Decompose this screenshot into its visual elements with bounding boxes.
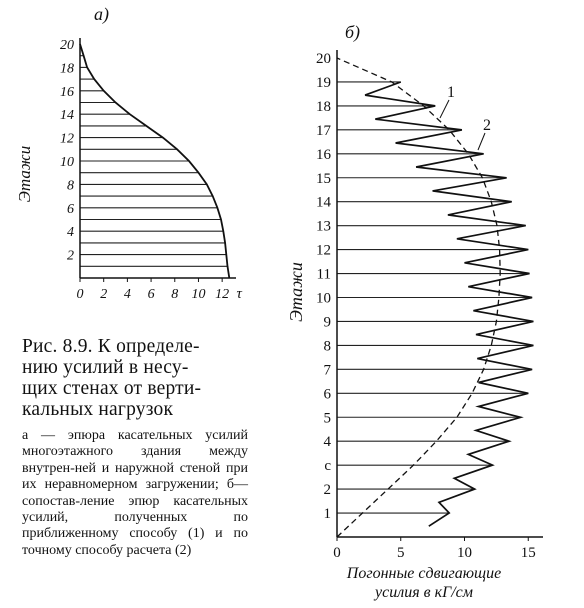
y-tick-label: 10: [60, 155, 74, 170]
y-tick-label: 16: [60, 84, 74, 100]
panel-b-y-tick-labels: [316, 51, 332, 522]
y-tick-label: 5: [323, 410, 331, 427]
panel-b-x-axis-title-line2: усилия в кГ/см: [375, 584, 473, 601]
x-tick-label: 5: [397, 545, 405, 561]
panel-a-chart: [15, 4, 242, 302]
panel-a-y-tick-labels: [60, 38, 74, 264]
y-tick-label: 11: [316, 266, 331, 283]
y-tick-label: 12: [316, 242, 331, 259]
y-tick-label: 1: [323, 506, 331, 523]
x-tick-label: 2: [100, 287, 108, 302]
y-tick-label: 9: [323, 314, 331, 331]
y-tick-label: 4: [67, 225, 74, 241]
x-unit-label: τ: [236, 286, 242, 302]
y-tick-label: 14: [316, 194, 331, 211]
y-tick-label: 8: [67, 178, 74, 194]
y-tick-label: 15: [316, 170, 331, 187]
y-tick-label: 2: [67, 248, 74, 264]
series-2-label: 2: [483, 117, 491, 134]
x-tick-label: 4: [123, 287, 131, 302]
y-tick-label: 20: [316, 51, 331, 67]
x-tick-label: 0: [76, 287, 84, 302]
x-tick-label: 15: [520, 545, 536, 561]
y-tick-label: 12: [60, 131, 74, 147]
y-tick-label: 16: [316, 146, 331, 163]
y-tick-label: 13: [316, 218, 331, 235]
y-tick-label: 17: [316, 122, 331, 139]
y-tick-label: 4: [323, 434, 331, 451]
y-tick-label: 8: [323, 338, 331, 355]
y-tick-label: 18: [316, 98, 331, 115]
panel-a-floor-lines: [80, 44, 229, 278]
figure-caption-title: Рис. 8.9. К определе- нию усилий в несу- щих стенах от верти- кальных нагрузок: [22, 336, 202, 420]
y-tick-label: 18: [60, 61, 74, 77]
panel-b-series-labels: [440, 84, 491, 150]
panel-b-label: б): [345, 22, 361, 42]
y-tick-label: с: [324, 458, 331, 475]
y-tick-label: 14: [60, 108, 74, 124]
x-tick-label: 0: [333, 545, 341, 561]
series-1-leader: [440, 100, 449, 118]
y-tick-label: 10: [316, 290, 331, 307]
y-tick-label: 6: [67, 201, 74, 217]
panel-a-axes: [80, 38, 236, 278]
y-tick-label: 6: [323, 386, 331, 403]
y-tick-label: 7: [323, 362, 331, 379]
y-tick-label: 2: [323, 482, 331, 499]
y-tick-label: 19: [316, 74, 331, 91]
figure-caption-body: а — эпюра касательных усилий многоэтажного здания между внутрен-ней и наружной стеной при их неравномерном загружении; б—сопостав-ление эпюр касательных усилий, полученных по приближенному способу (1) и по точному способу расчета (2): [22, 428, 248, 558]
panel-b-floor-lines: [337, 82, 533, 513]
series-2-sawtooth: [365, 82, 533, 526]
series-2-leader: [478, 133, 485, 150]
panel-b-chart: [286, 22, 543, 601]
panel-a-y-axis-title: Этажи: [15, 145, 34, 203]
panel-a-x-tick-labels: [77, 278, 243, 302]
x-tick-label: 12: [215, 287, 230, 302]
panel-a-label: а): [94, 4, 109, 24]
panel-b-x-tick-labels: [333, 537, 536, 561]
panel-b-x-axis-title-line1: Погонные сдвигающие: [346, 565, 502, 582]
x-tick-label: 10: [191, 287, 206, 302]
x-tick-label: 6: [147, 287, 155, 302]
y-tick-label: 20: [60, 38, 74, 53]
series-1-label: 1: [447, 84, 455, 101]
x-tick-label: 10: [457, 545, 472, 561]
x-tick-label: 8: [171, 287, 179, 302]
panel-b-y-axis-title: Этажи: [286, 262, 306, 322]
